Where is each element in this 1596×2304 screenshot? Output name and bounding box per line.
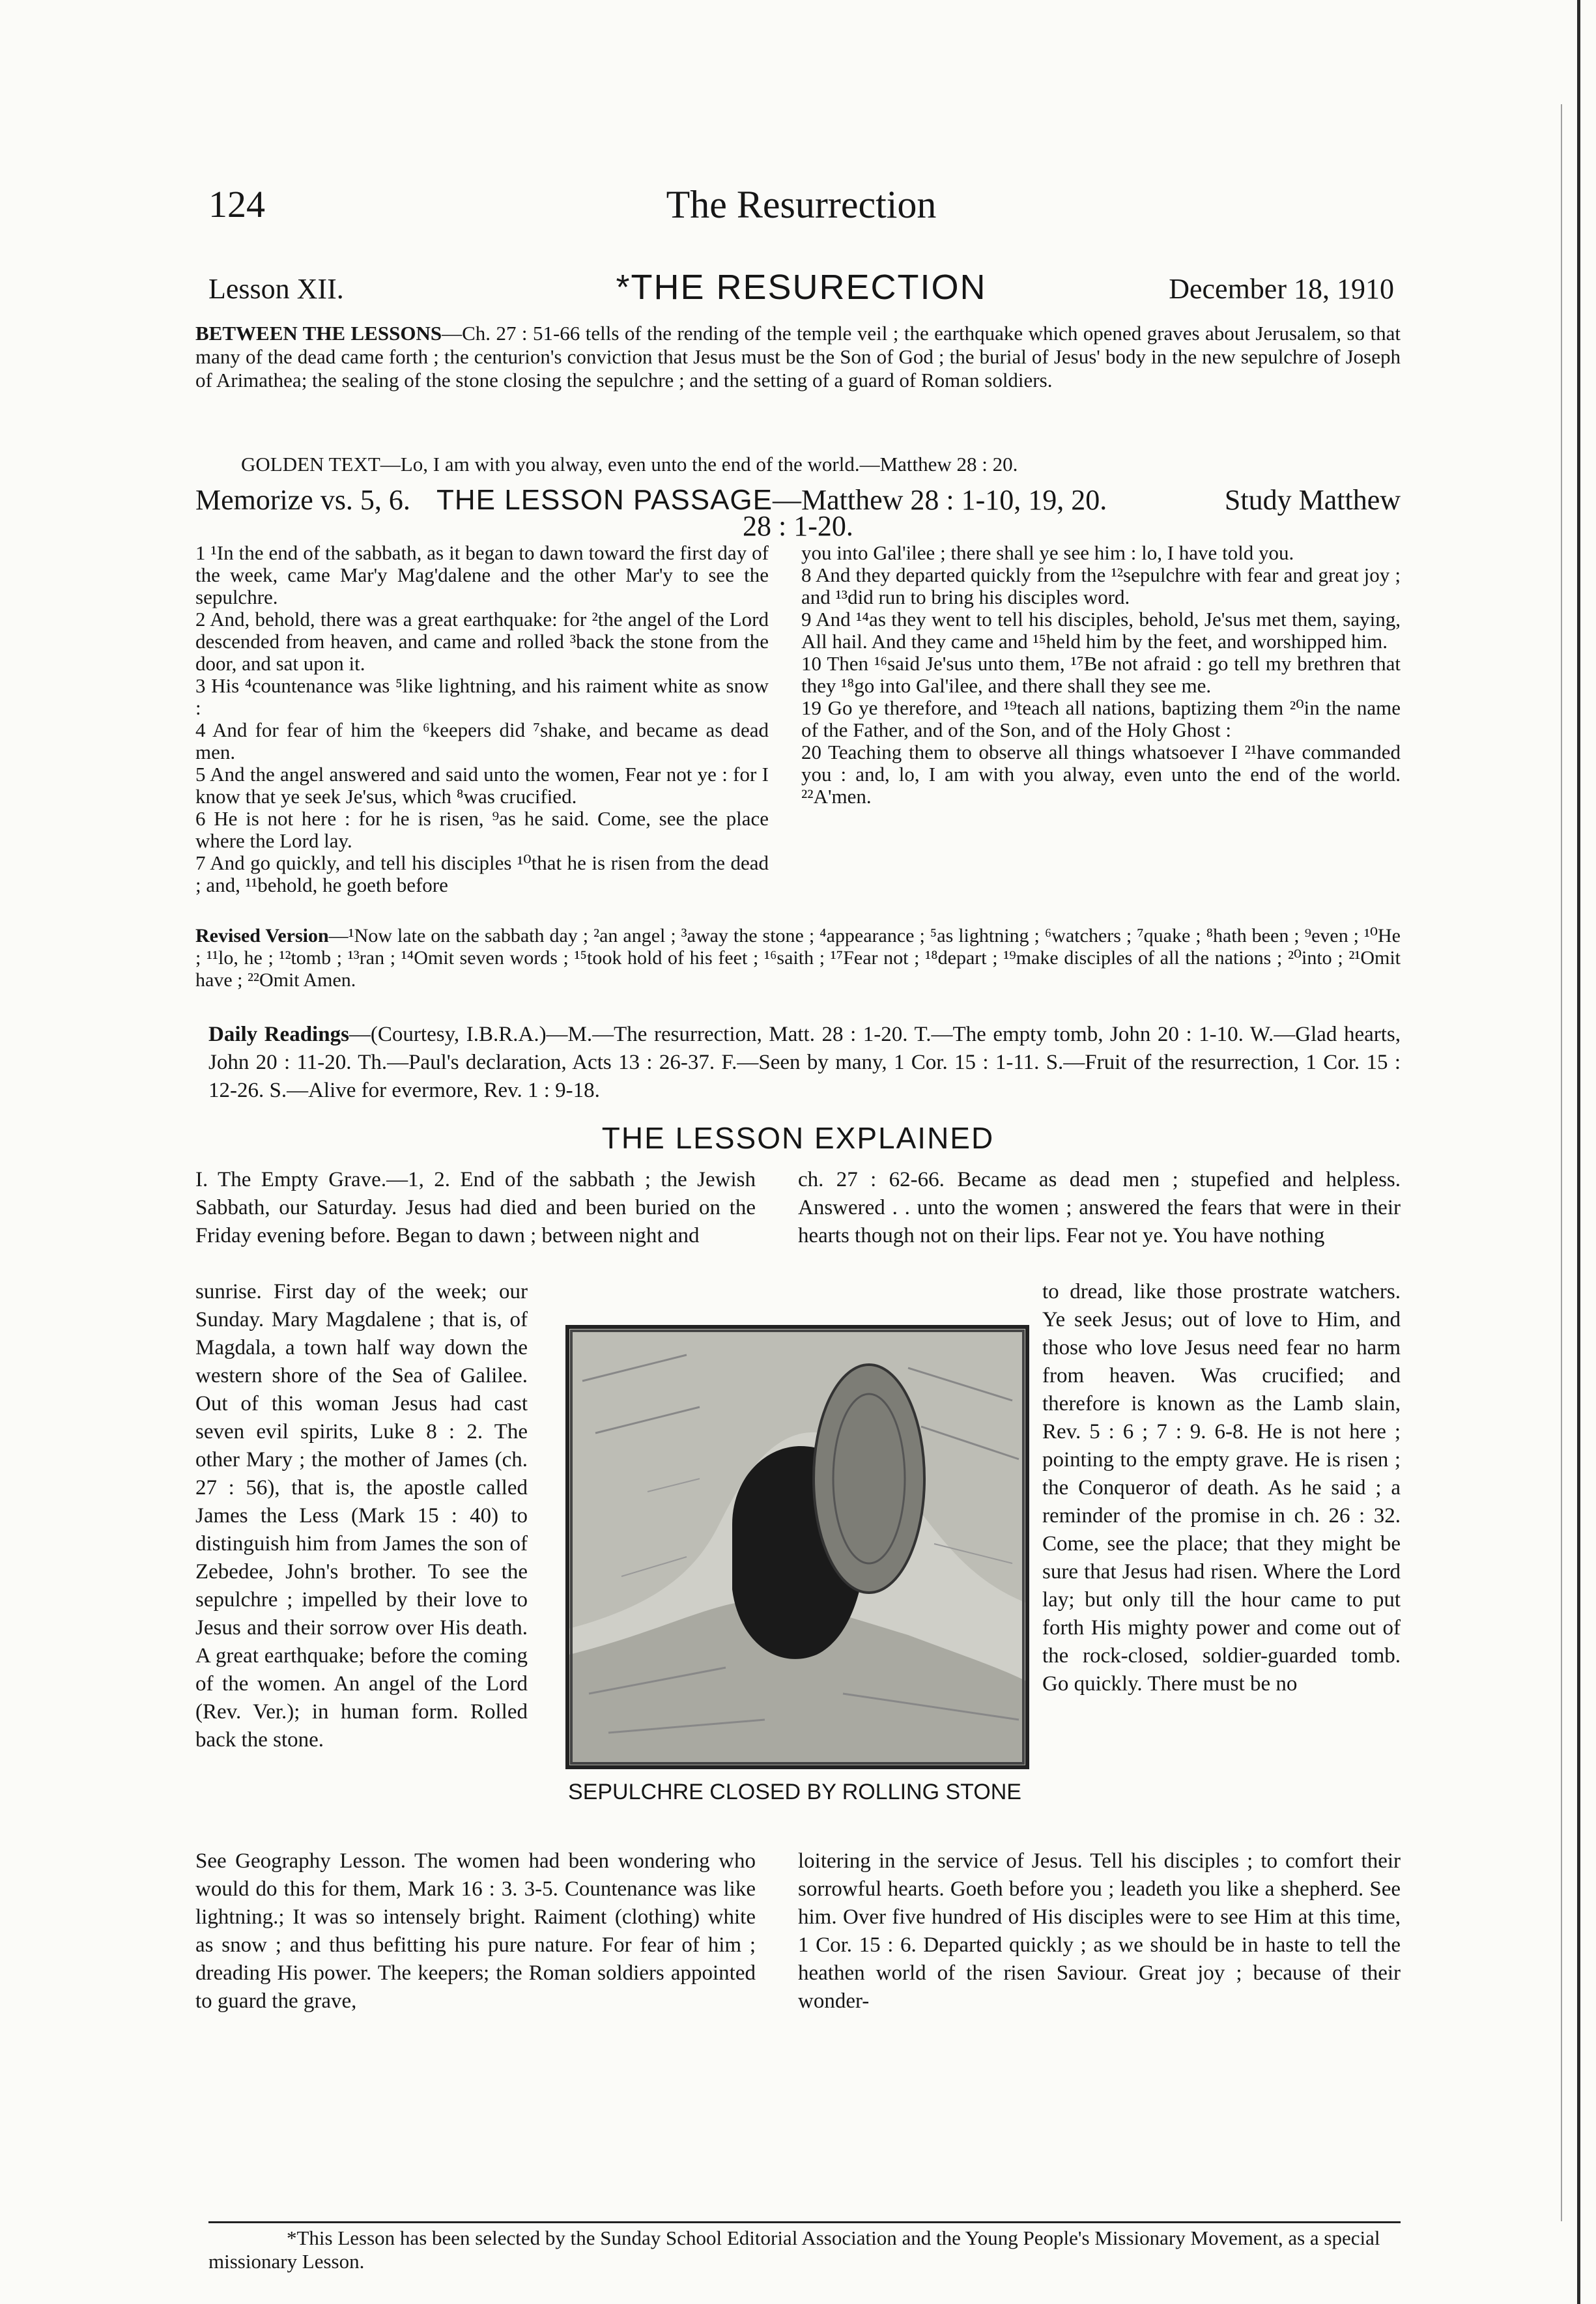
sepulchre-drawing (569, 1329, 1025, 1765)
revised-version (195, 925, 1401, 991)
right-column-top (798, 1166, 1401, 1250)
lesson-title: *THE RESURECTION (616, 268, 987, 307)
body-paragraph: I. The Empty Grave.—1, 2. End of the sabbath ; the Jewish Sabbath, our Saturday. Jesus had died and been buried on the Friday evening before. Began to dawn ; between night and (195, 1168, 756, 1247)
golden-text: GOLDEN TEXT—Lo, I am with you alway, even unto the end of the world.—Matthew 28 : 20. (241, 453, 1018, 476)
passage-reference: —Matthew 28 : 1-10, 19, 20. (773, 484, 1107, 516)
right-column-bottom (798, 1847, 1401, 2015)
left-column-top (195, 1166, 756, 1250)
verse-paragraph: 19 Go ye therefore, and ¹⁹teach all nations, baptizing them ²⁰in the name of the Father, and of the Son, and of the Holy Ghost : (801, 696, 1401, 741)
passage-heading-label: THE LESSON PASSAGE (436, 484, 773, 516)
verse-paragraph: 5 And the angel answered and said unto the women, Fear not ye : for I know that ye seek Je'sus, which ⁸was crucified. (195, 763, 769, 808)
left-column-bottom (195, 1847, 756, 2015)
daily-readings-label: Daily Readings (208, 1023, 349, 1046)
daily-readings-text: —(Courtesy, I.B.R.A.)—M.—The resurrection, Matt. 28 : 1-20. T.—The empty tomb, John 20 : 1-10. W.—Glad hearts, John 20 : 11-20. Th.—Paul's declaration, Acts 13 : 26-37. F.—Seen by many, 1 Cor. 15 : 1-11. S.—Fruit of the resurrection, 1 Cor. 15 : 12-26. S.—Alive for evermore, Rev. 1 : 9-18. (208, 1023, 1401, 1102)
verse-paragraph: 3 His ⁴countenance was ⁵like lightning, and his raiment white as snow : (195, 674, 769, 719)
daily-readings (208, 1021, 1401, 1105)
verse-paragraph: 7 And go quickly, and tell his disciples ¹⁰that he is risen from the dead ; and, ¹¹behold, he goeth before (195, 851, 769, 896)
verse-paragraph: 6 He is not here : for he is risen, ⁹as he said. Come, see the place where the Lord lay. (195, 807, 769, 852)
verse-paragraph: 4 And for fear of him the ⁶keepers did ⁷shake, and became as dead men. (195, 718, 769, 763)
right-column-narrow (1042, 1278, 1401, 1698)
running-head (208, 182, 1394, 241)
verses-left-column (195, 542, 769, 896)
lesson-date: December 18, 1910 (1169, 273, 1394, 305)
footnote-rule (208, 2221, 1401, 2223)
body-paragraph: loitering in the service of Jesus. Tell his disciples ; to comfort their sorrowful hearts. Goeth before you ; leadeth you like a shepherd. See him. Over five hundred of His disciples were to see Him at this time, 1 Cor. 15 : 6. Departed quickly ; as we should be in haste to tell the heathen world of the risen Saviour. Great joy ; because of their wonder- (798, 1849, 1401, 2013)
verse-paragraph: you into Gal'ilee ; there shall ye see him : lo, I have told you. (801, 541, 1294, 564)
passage-heading-line (195, 483, 1401, 542)
verse-paragraph: 8 And they departed quickly from the ¹²sepulchre with fear and great joy ; and ¹³did run to bring his disciples word. (801, 563, 1401, 608)
running-title: The Resurrection (666, 183, 937, 226)
body-paragraph: sunrise. First day of the week; our Sunday. Mary Magdalene ; that is, of Magdala, a town half way down the western shore of the Sea of Galilee. Out of this woman Jesus had cast seven evil spirits, Luke 8 : 2. The other Mary ; the mother of James (ch. 27 : 56), that is, the apostle called James the Less (Mark 15 : 40) to distinguish him from James the son of Zebedee, John's brother. To see the sepulchre ; impelled by their love to Jesus and their sorrow over His death. A great earthquake; before the coming of the women. An angel of the Lord (Rev. Ver.); in human form. Rolled back the stone. (195, 1280, 528, 1752)
body-paragraph: to dread, like those prostrate watchers. Ye seek Jesus; out of love to Him, and those who love Jesus need fear no harm from heaven. Was crucified; and therefore is known as the Lamb slain, Rev. 5 : 6 ; 7 : 9. 6-8. He is not here ; pointing to the empty grave. He is risen ; the Conqueror of death. As he said ; a reminder of the promise in ch. 26 : 32. Come, see the place; that they might be sure that Jesus had risen. Where the Lord lay; but only till the hour came to put forth His mighty power and come out of the rock-closed, soldier-guarded tomb. Go quickly. There must be no (1042, 1280, 1401, 1696)
verse-paragraph: 9 And ¹⁴as they went to tell his disciples, behold, Je'sus met them, saying, All hail. And they came and ¹⁵held him by the feet, and worshipped him. (801, 608, 1401, 653)
verse-paragraph: 1 ¹In the end of the sabbath, as it began to dawn toward the first day of the week, came Mar'y Mag'dalene and the other Mar'y to see the sepulchre. (195, 541, 769, 608)
verses-right-column (801, 542, 1401, 808)
revised-version-text: —¹Now late on the sabbath day ; ²an angel ; ³away the stone ; ⁴appearance ; ⁵as lightning ; ⁶watchers ; ⁷quake ; ⁸hath been ; ⁹even ; ¹⁰He ; ¹¹lo, he ; ¹²tomb ; ¹³ran ; ¹⁴Omit seven words ; ¹⁵took hold of his feet ; ¹⁶saith ; ¹⁷Fear not ; ¹⁸depart ; ¹⁹make disciples of all the nations ; ²⁰into ; ²¹Omit have ; ²²Omit Amen. (195, 925, 1401, 991)
body-paragraph: See Geography Lesson. The women had been wondering who would do this for them, Mark 16 : 3. 3-5. Countenance was like lightning.; It was so intensely bright. Raiment (clothing) white as snow ; and thus befitting his pure nature. For fear of him ; dreading His power. The keepers; the Roman soldiers appointed to guard the grave, (195, 1849, 756, 2013)
study-reference-continued: 28 : 1-20. (743, 510, 853, 542)
between-lessons-text: —Ch. 27 : 51-66 tells of the rending of the temple veil ; the earthquake which opened graves about Jerusalem, so that many of the dead came forth ; the centurion's conviction that Jesus must be the Son of God ; the burial of Jesus' body in the new sepulchre of Joseph of Arimathea; the sealing of the stone closing the sepulchre ; and the setting of a guard of Roman soldiers. (195, 322, 1401, 391)
scan-edge-shadow (1561, 104, 1562, 2221)
study-reference: Study Matthew (1224, 484, 1401, 516)
between-lessons-label: BETWEEN THE LESSONS (195, 322, 442, 345)
lesson-explained-heading: THE LESSON EXPLAINED (601, 1121, 995, 1155)
footnote: *This Lesson has been selected by the Sunday School Editorial Association and the Young People's Missionary Movement, as a special missionary Lesson. (208, 2226, 1380, 2273)
verse-paragraph: 20 Teaching them to observe all things whatsoever I ²¹have commanded you : and, lo, I am with you alway, even unto the end of the world. ²²A'men. (801, 741, 1401, 808)
between-lessons (195, 322, 1401, 392)
memorize-verses: Memorize vs. 5, 6. (195, 484, 410, 516)
revised-version-label: Revised Version (195, 925, 329, 946)
lesson-number: Lesson XII. (208, 273, 344, 305)
body-paragraph: ch. 27 : 62-66. Became as dead men ; stupefied and helpless. Answered . . unto the women ; answered the fears that were in their hearts though not on their lips. Fear not ye. You have nothing (798, 1168, 1401, 1247)
left-column-narrow (195, 1278, 528, 1754)
sepulchre-illustration (565, 1325, 1029, 1769)
page-number: 124 (208, 183, 265, 225)
verse-paragraph: 10 Then ¹⁶said Je'sus unto them, ¹⁷Be not afraid : go tell my brethren that they ¹⁸go into Gal'ilee, and there shall they see me. (801, 652, 1401, 697)
lesson-title-line (208, 267, 1394, 313)
figure-caption: SEPULCHRE CLOSED BY ROLLING STONE (568, 1780, 1021, 1804)
verse-paragraph: 2 And, behold, there was a great earthquake: for ²the angel of the Lord descended from heaven, and came and rolled ³back the stone from the door, and sat upon it. (195, 608, 769, 675)
